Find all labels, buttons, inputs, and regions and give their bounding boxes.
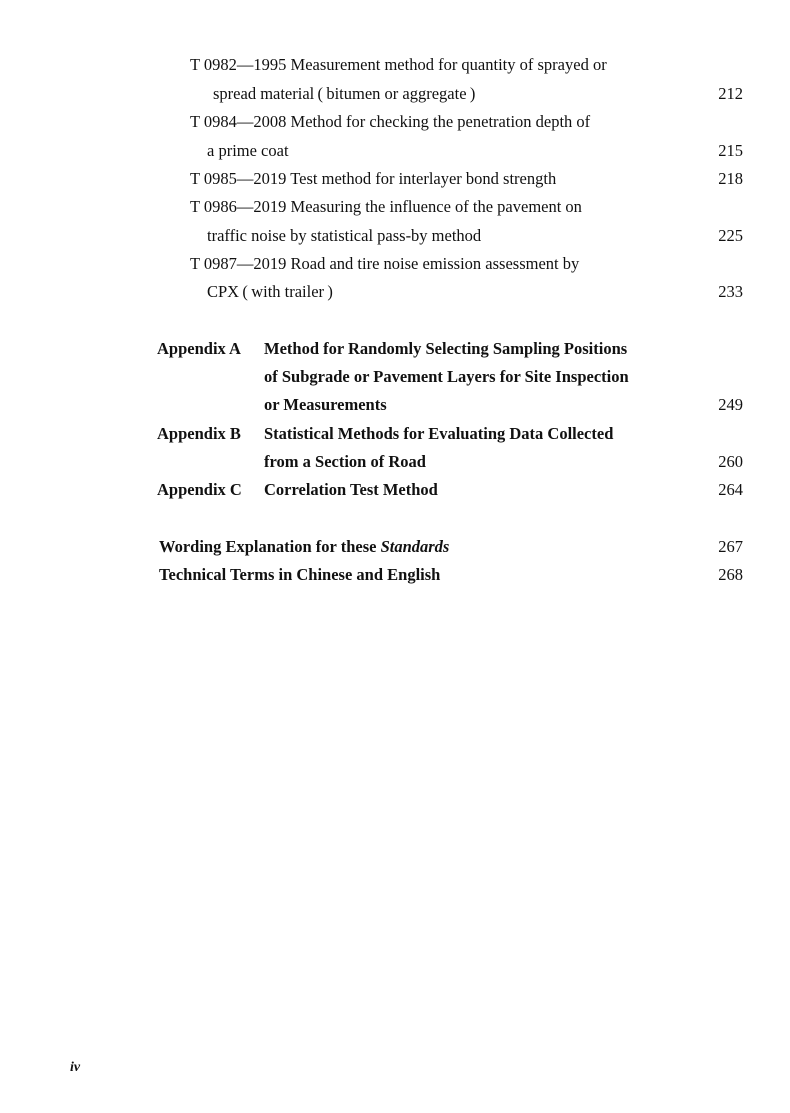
toc-entry-t0985-page: 218 xyxy=(718,169,743,188)
wording-explanation-page: 267 xyxy=(718,537,743,556)
appendix-b-label: Appendix B xyxy=(157,424,241,443)
toc-entry-t0986-line2: traffic noise by statistical pass-by method xyxy=(207,226,482,245)
toc-entry-t0984-line1: T 0984—2008 Method for checking the penetration depth of xyxy=(190,112,591,131)
toc-entry-t0987-line1: T 0987—2019 Road and tire noise emission assessment by xyxy=(190,254,580,273)
footer-page-number: iv xyxy=(70,1060,81,1075)
toc-entry-t0982-page: 212 xyxy=(718,84,743,103)
toc-entry-t0986-line1: T 0986—2019 Measuring the influence of the pavement on xyxy=(190,197,582,216)
toc-entry-t0986-page: 225 xyxy=(718,226,743,245)
toc-entry-t0982-line2: spread material ( bitumen or aggregate ) xyxy=(213,84,476,103)
toc-entry-t0982-line1: T 0982—1995 Measurement method for quantity of sprayed or xyxy=(190,55,607,74)
appendix-b-title-line1: Statistical Methods for Evaluating Data Collected xyxy=(264,424,614,443)
appendix-c-title-line1: Correlation Test Method xyxy=(264,480,438,499)
appendix-c-page: 264 xyxy=(718,480,743,499)
wording-explanation-title xyxy=(159,537,449,557)
toc-entry-t0984-page: 215 xyxy=(718,141,743,160)
toc-entry-t0987-line2: CPX ( with trailer ) xyxy=(207,282,333,301)
appendix-a-title-line1: Method for Randomly Selecting Sampling Positions xyxy=(264,339,628,358)
appendix-a-title-line2: of Subgrade or Pavement Layers for Site Inspection xyxy=(264,367,629,386)
appendix-a-page: 249 xyxy=(718,395,743,414)
appendix-a-title-line3: or Measurements xyxy=(264,395,387,414)
toc-entry-t0987-page: 233 xyxy=(718,282,743,301)
appendix-b-title-line2: from a Section of Road xyxy=(264,452,426,471)
technical-terms-title: Technical Terms in Chinese and English xyxy=(159,565,441,584)
toc-entry-t0985-line1: T 0985—2019 Test method for interlayer bond strength xyxy=(190,169,557,188)
wording-explanation-text: Wording Explanation for these xyxy=(159,537,381,556)
wording-explanation-italic: Standards xyxy=(380,537,450,556)
appendix-c-label: Appendix C xyxy=(157,480,242,499)
appendix-b-page: 260 xyxy=(718,452,743,471)
toc-entry-t0984-line2: a prime coat xyxy=(207,141,289,160)
appendix-a-label: Appendix A xyxy=(157,339,241,358)
technical-terms-page: 268 xyxy=(718,565,743,584)
